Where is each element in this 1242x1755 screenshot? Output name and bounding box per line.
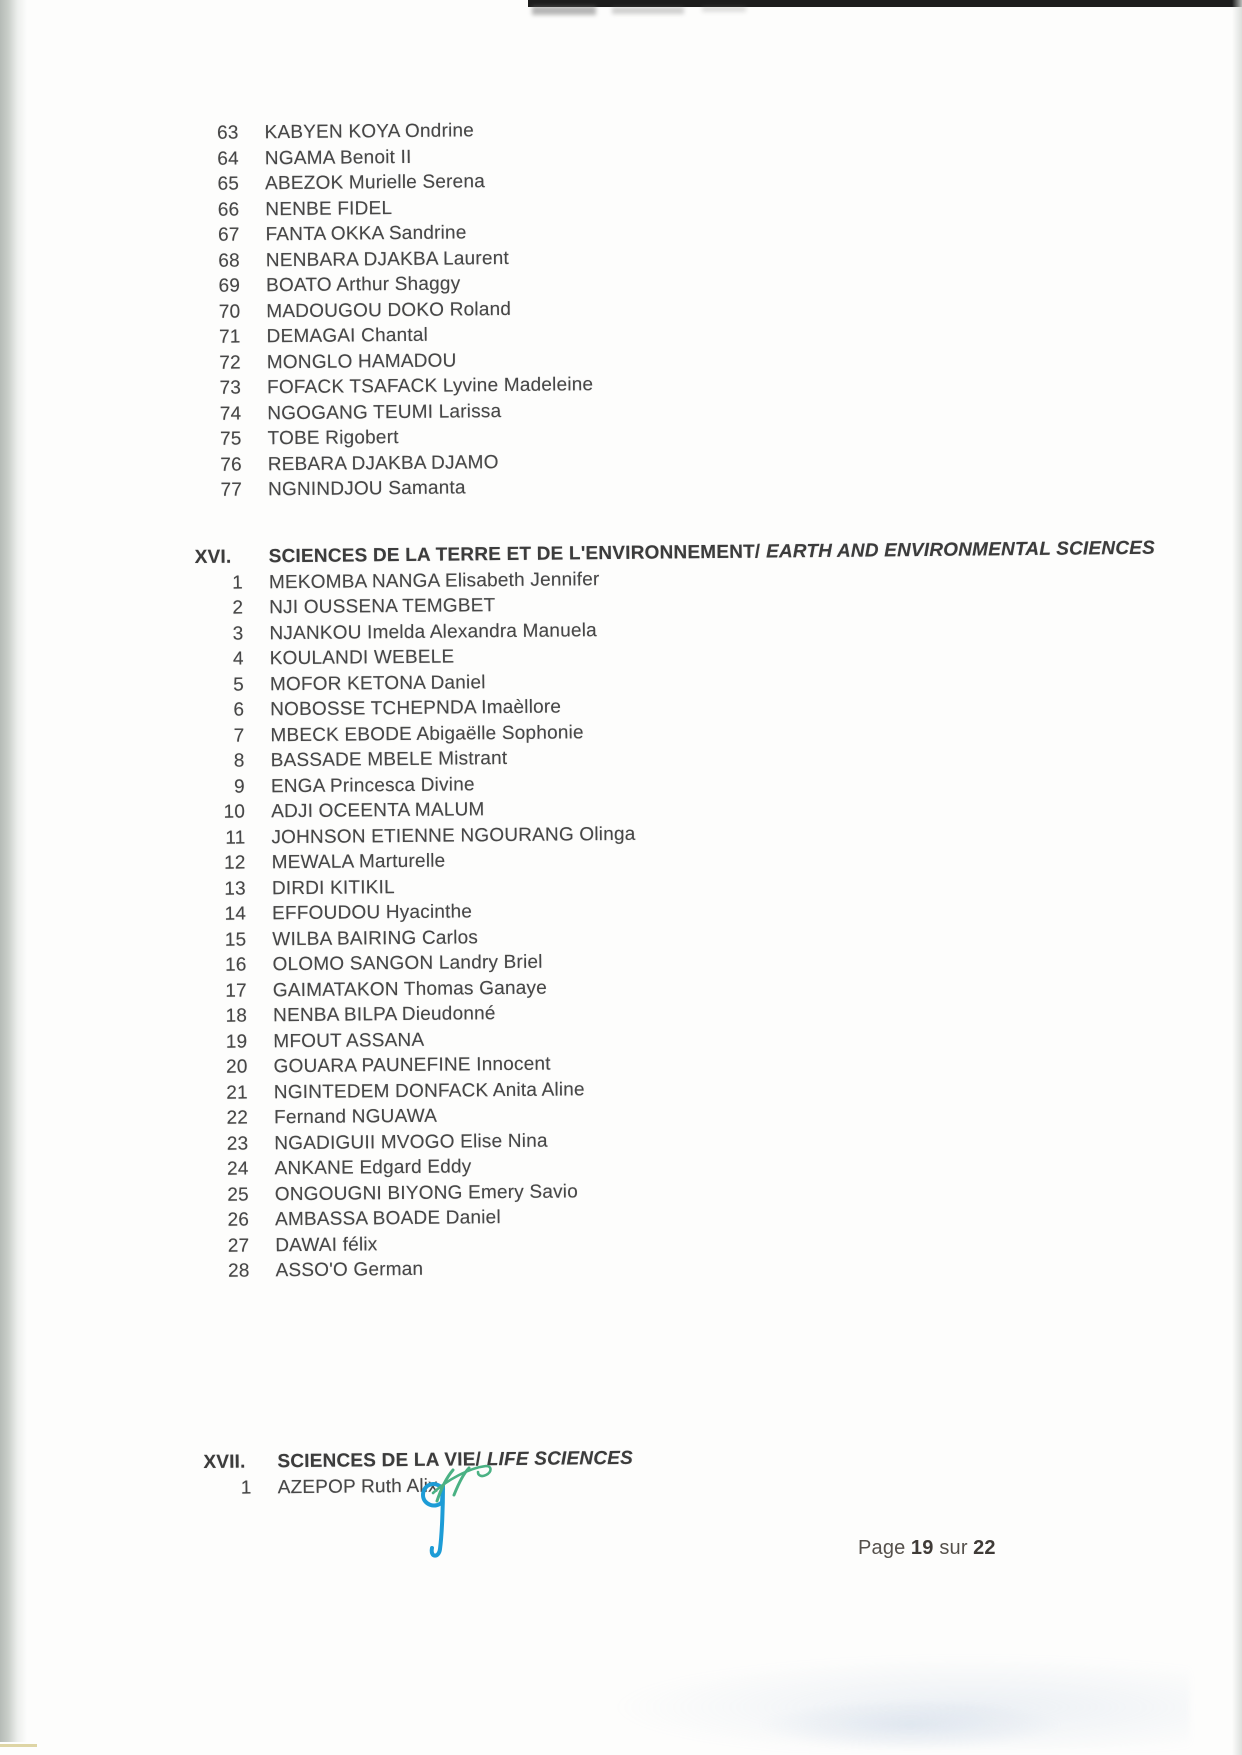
list-item-number: 73 — [219, 377, 242, 399]
section-numeral: XVI. — [194, 546, 232, 568]
list-item-number: 1 — [232, 572, 244, 594]
list-item-name: ANKANE Edgard Eddy — [274, 1156, 472, 1180]
list-item-number: 26 — [227, 1209, 250, 1231]
section-earth-environmental-sciences — [0, 535, 1156, 1287]
list-item-name: AZEPOP Ruth Alix — [277, 1475, 438, 1498]
footer-total-pages: 22 — [973, 1537, 996, 1559]
list-item-name: NGINTEDEM DONFACK Anita Aline — [273, 1078, 585, 1103]
list-item-number: 76 — [220, 454, 242, 476]
list-item-name: GAIMATAKON Thomas Ganaye — [272, 977, 548, 1001]
list-item-number: 23 — [226, 1133, 249, 1155]
list-item-number: 70 — [218, 301, 241, 323]
list-item-name: DAWAI félix — [275, 1233, 378, 1256]
list-item-name: MFOUT ASSANA — [273, 1029, 425, 1052]
list-item-number: 2 — [232, 597, 244, 619]
list-item-number: 18 — [225, 1005, 248, 1027]
list-item-number: 28 — [227, 1260, 250, 1282]
list-item-number: 66 — [217, 199, 240, 221]
list-item-name: MEKOMBA NANGA Elisabeth Jennifer — [268, 568, 600, 593]
handwritten-initials-ink — [410, 1458, 506, 1572]
list-item-name: NOBOSSE TCHEPNDA Imaèllore — [270, 696, 562, 721]
list-item-name: ADJI OCEENTA MALUM — [271, 799, 485, 823]
list-item-name: AMBASSA BOADE Daniel — [274, 1207, 501, 1231]
list-item-number: 6 — [233, 699, 245, 721]
scan-showthrough-smudge — [760, 1700, 1060, 1750]
list-item-number: 7 — [233, 725, 245, 747]
list-item-name: NENBE FIDEL — [265, 197, 393, 220]
section-title-en: LIFE SCIENCES — [486, 1447, 634, 1470]
list-item-number: 1 — [240, 1476, 252, 1499]
list-item-name: NJANKOU Imelda Alexandra Manuela — [269, 619, 597, 644]
list-item-name: NENBARA DJAKBA Laurent — [265, 247, 510, 271]
list-item-number: 27 — [227, 1235, 250, 1257]
list-item-name: NGNINDJOU Samanta — [267, 477, 466, 501]
list-item-name: MOFOR KETONA Daniel — [269, 671, 486, 695]
footer-label: Page — [858, 1537, 906, 1559]
list-item-name: DEMAGAI Chantal — [266, 324, 429, 348]
footer-page-number: 19 — [910, 1537, 934, 1559]
list-item-number: 5 — [233, 674, 245, 696]
list-item-name: MBECK EBODE Abigaëlle Sophonie — [270, 721, 584, 746]
list-item-number: 16 — [224, 954, 247, 976]
scan-artifact-bottom-line — [0, 1744, 37, 1747]
list-item-name: BASSADE MBELE Mistrant — [270, 748, 508, 772]
list-item-number: 12 — [223, 852, 246, 874]
list-item-name: WILBA BAIRING Carlos — [272, 926, 479, 950]
list-item-name: NGADIGUII MVOGO Elise Nina — [274, 1130, 548, 1154]
list-item-number: 3 — [232, 623, 244, 645]
list-item-name: KOULANDI WEBELE — [269, 646, 455, 670]
scan-right-edge-shadow — [1232, 0, 1242, 1755]
list-item-number: 25 — [227, 1184, 249, 1206]
list-item-name: NGAMA Benoit II — [264, 146, 412, 169]
list-item-number: 11 — [225, 827, 246, 849]
list-item-number: 77 — [220, 479, 243, 501]
section-numeral: XVII. — [203, 1451, 246, 1473]
section-item-list — [0, 562, 1144, 1287]
list-item-name: GOUARA PAUNEFINE Innocent — [273, 1053, 551, 1078]
list-item-name: FANTA OKKA Sandrine — [265, 222, 467, 246]
section-title-en: EARTH AND ENVIRONMENTAL SCIENCES — [765, 537, 1156, 563]
footer-separator: sur — [939, 1537, 968, 1559]
list-item-name: BOATO Arthur Shaggy — [266, 273, 461, 297]
section-life-sciences — [5, 1440, 1145, 1503]
list-item-number: 74 — [219, 403, 242, 425]
page-footer — [858, 1537, 1158, 1560]
list-item-number: 8 — [233, 750, 245, 772]
list-item-number: 69 — [218, 275, 241, 297]
list-item-name: NJI OUSSENA TEMGBET — [269, 595, 496, 619]
list-item-name: EFFOUDOU Hyacinthe — [272, 901, 473, 925]
list-item-name: KABYEN KOYA Ondrine — [264, 120, 475, 144]
list-item-name: OLOMO SANGON Landry Briel — [272, 951, 543, 976]
list-item-number: 67 — [217, 224, 240, 246]
list-continuation — [0, 0, 1136, 506]
list-item-name: MADOUGOU DOKO Roland — [266, 298, 512, 322]
list-item-name: ASSO'O German — [275, 1258, 424, 1282]
list-item-name: NENBA BILPA Dieudonné — [273, 1003, 496, 1027]
list-item-number: 71 — [218, 326, 241, 348]
list-item-name: ONGOUGNI BIYONG Emery Savio — [274, 1180, 579, 1205]
list-item-number: 75 — [219, 428, 242, 450]
list-item-number: 4 — [232, 648, 244, 670]
list-item-number: 14 — [224, 903, 247, 925]
list-item-number: 20 — [225, 1056, 248, 1078]
list-item-name: TOBE Rigobert — [267, 427, 399, 450]
list-item-name: REBARA DJAKBA DJAMO — [267, 451, 499, 475]
list-item-name: ENGA Princesca Divine — [270, 773, 475, 797]
list-item-number: 15 — [224, 929, 247, 951]
list-item-name: DIRDI KITIKIL — [271, 876, 395, 899]
list-item-name: Fernand NGUAWA — [273, 1105, 438, 1129]
list-item-number: 64 — [217, 148, 239, 170]
list-item-number: 68 — [218, 250, 240, 272]
list-item-name: JOHNSON ETIENNE NGOURANG Olinga — [271, 823, 636, 848]
list-item-number: 21 — [226, 1082, 248, 1104]
list-item-number: 63 — [216, 122, 239, 144]
list-item-name: NGOGANG TEUMI Larissa — [267, 400, 502, 424]
list-item-number: 22 — [226, 1107, 249, 1129]
list-item-name: MONGLO HAMADOU — [266, 349, 457, 373]
list-item-number: 72 — [219, 352, 241, 374]
section-title-fr: SCIENCES DE LA TERRE ET DE L'ENVIRONNEMENT/ — [268, 541, 761, 567]
list-item-name: FOFACK TSAFACK Lyvine Madeleine — [266, 374, 594, 399]
list-item-name: ABEZOK Murielle Serena — [265, 171, 486, 195]
list-item-number: 65 — [217, 173, 240, 195]
list-item-number: 9 — [234, 776, 246, 798]
list-item-number: 19 — [225, 1031, 248, 1053]
list-item-number: 13 — [224, 878, 246, 900]
list-item-number: 10 — [223, 801, 246, 823]
list-item-name: MEWALA Marturelle — [271, 850, 446, 874]
list-item-number: 17 — [225, 980, 247, 1002]
list-item-number: 24 — [226, 1158, 249, 1180]
section-title-fr: SCIENCES DE LA VIE/ — [277, 1448, 482, 1472]
